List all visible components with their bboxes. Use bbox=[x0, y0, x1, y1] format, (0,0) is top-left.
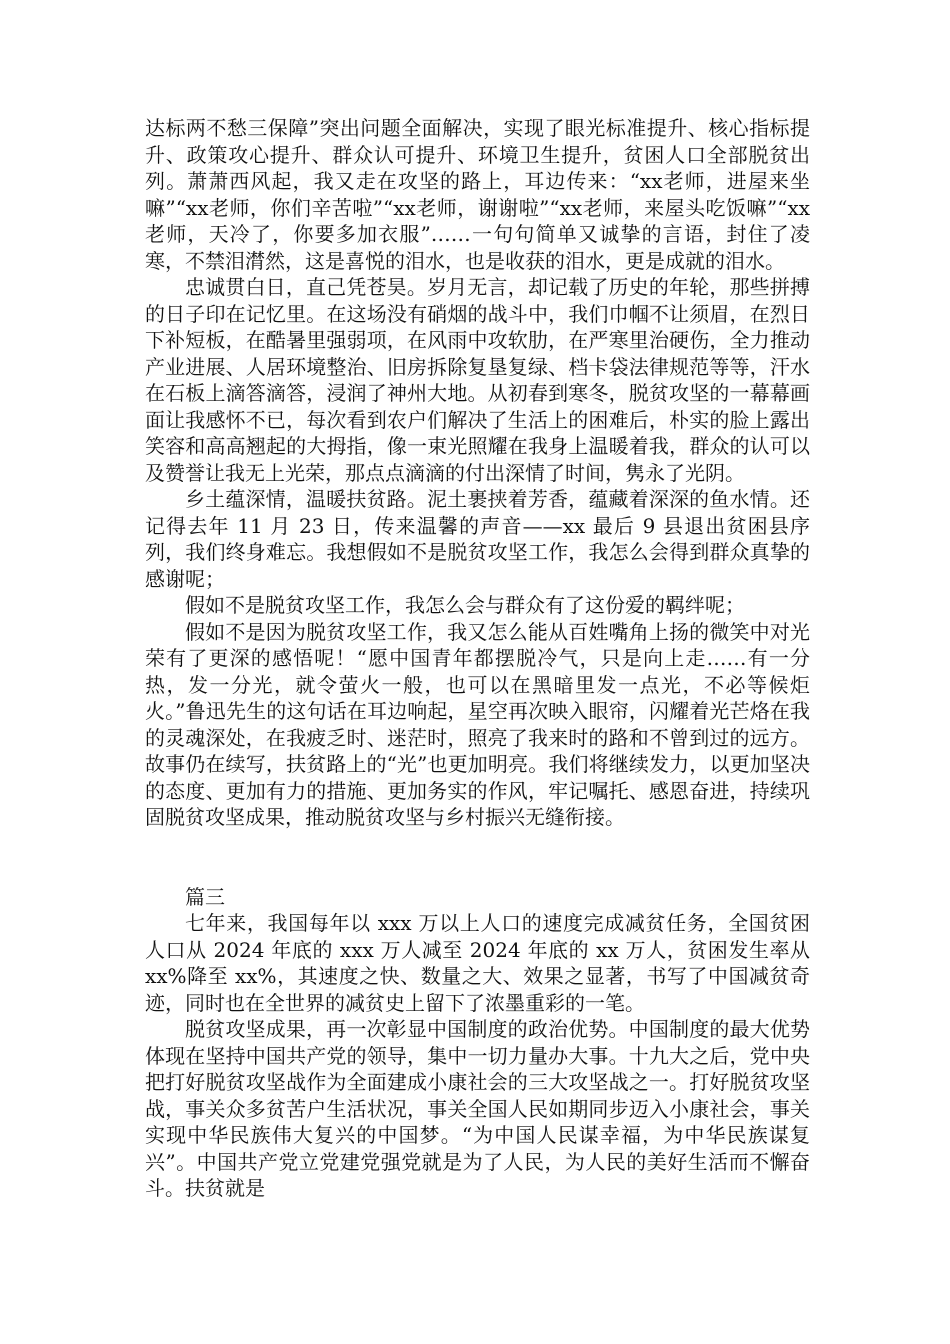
section-heading: 篇三 bbox=[185, 884, 225, 909]
paragraph-bond: 假如不是脱贫攻坚工作，我怎么会与群众有了这份爱的羁绊呢； bbox=[185, 593, 745, 617]
paragraph-loyalty: 忠诚贯白日，直己凭苍昊。岁月无言，却记载了历史的年轮，那些拼搏的日子印在记忆里。在这场没有硝烟的战斗中，我们巾帼不让须眉，在烈日下补短板，在酷暑里强弱项，在风雨中攻软肋，在严寒里治硬伤，全力推动产业进展、人居环境整治、旧房拆除复垦复绿、档卡袋法律规范等等，汗水在石板上滴答滴答，浸润了神州大地。从初春到寒冬，脱贫攻坚的一幕幕画面让我感怀不已，每次看到农户们解决了生活上的困难后，朴实的脸上露出笑容和高高翘起的大拇指，像一束光照耀在我身上温暖着我，群众的认可以及赞誉让我无上光荣，那点点滴滴的付出深情了时间，隽永了光阴。 bbox=[145, 275, 810, 485]
paragraph-seven-years: 七年来，我国每年以 xxx 万以上人口的速度完成减贫任务，全国贫困人口从 2024 年底的 xxx 万人减至 2024 年底的 xx 万人，贫困发生率从 xx%降至 xx%，其速度之快、数量之大、效果之显著，书写了中国减贫奇迹，同时也在全世界的减贫史上留下了浓墨重彩的一笔。 bbox=[145, 911, 810, 1015]
paragraph-light: 假如不是因为脱贫攻坚工作，我又怎么能从百姓嘴角上扬的微笑中对光荣有了更深的感悟呢！“愿中国青年都摆脱冷气，只是向上走……有一分热，发一分光，就令萤火一般，也可以在黑暗里发一点光，不必等候炬火。”鲁迅先生的这句话在耳边响起，星空再次映入眼帘，闪耀着光芒烙在我的灵魂深处，在我疲乏时、迷茫时，照亮了我来时的路和不曾到过的远方。故事仍在续写，扶贫路上的“光”也更加明亮。我们将继续发力，以更加坚决的态度、更加有力的措施、更加务实的作风，牢记嘱托、感恩奋进，持续巩固脱贫攻坚成果，推动脱贫攻坚与乡村振兴无缝衔接。 bbox=[145, 619, 810, 829]
paragraph-institutional-advantage: 脱贫攻坚成果，再一次彰显中国制度的政治优势。中国制度的最大优势体现在坚持中国共产党的领导，集中一切力量办大事。十九大之后，党中央把打好脱贫攻坚战作为全面建成小康社会的三大攻坚战之一。打好脱贫攻坚战，事关众多贫苦户生活状况，事关全国人民如期同步迈入小康社会，事关实现中华民族伟大复兴的中国梦。“为中国人民谋幸福，为中华民族谋复兴”。中国共产党立党建党强党就是为了人民，为人民的美好生活而不懈奋斗。扶贫就是 bbox=[145, 1017, 810, 1200]
paragraph-homeland: 乡土蕴深情，温暖扶贫路。泥土裹挟着芳香，蕴藏着深深的鱼水情。还记得去年 11 月 23 日，传来温馨的声音——xx 最后 9 县退出贫困县序列，我们终身难忘。我想假如不是脱贫攻坚工作，我怎么会得到群众真挚的感谢呢； bbox=[145, 487, 810, 591]
section-gap bbox=[145, 831, 810, 884]
document-body bbox=[145, 115, 810, 1202]
paragraph-continuation: 达标两不愁三保障”突出问题全面解决，实现了眼光标准提升、核心指标提升、政策攻心提升、群众认可提升、环境卫生提升，贫困人口全部脱贫出列。萧萧西风起，我又走在攻坚的路上，耳边传来：“xx老师，进屋来坐嘛”“xx老师，你们辛苦啦”“xx老师，谢谢啦”“xx老师，来屋头吃饭嘛”“xx老师，天冷了，你要多加衣服”……一句句简单又诚挚的言语，封住了凌寒，不禁泪潸然，这是喜悦的泪水，也是收获的泪水，更是成就的泪水。 bbox=[145, 116, 810, 273]
